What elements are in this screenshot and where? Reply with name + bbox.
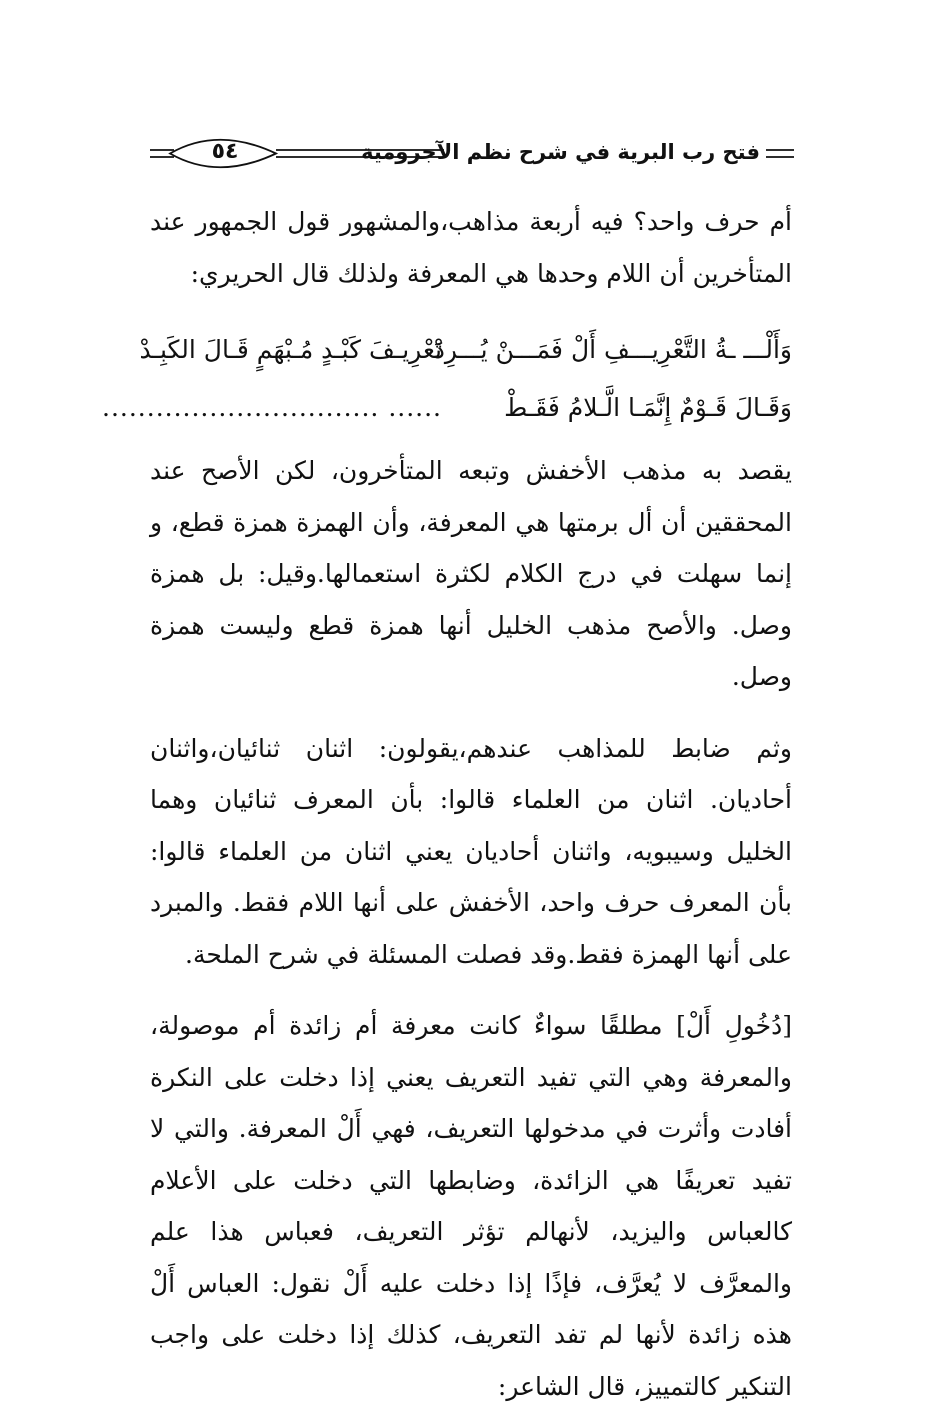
page-body — [102, 196, 792, 1412]
paragraph-4: [دُخُولِ أَلْ] مطلقًا سواءٌ كانت معرفة أم زائدة أم موصولة، والمعرفة وهي التي تفيد التعريف يعني إذا دخلت على النكرة أفادت وأثرت في مدخولها التعريف، فهي أَلْ المعرفة. والتي لا تفيد تعريفًا هي الزائدة، وضابطها التي دخلت على الأعلام كالعباس واليزيد، لأنهالم تؤثر التعريف، فعباس هذا علم والمعرَّف لا يُعرَّف، فإذًا إذا دخلت عليه أَلْ نقول: العباس أَلْ هذه زائدة لأنها لم تفد التعريف، كذلك إذا دخلت على واجب التنكير كالتمييز، قال الشاعر: — [150, 1011, 792, 1401]
verse-line-2-missing-hemistich: ...... ............................... — [102, 393, 442, 422]
verse-line-1 — [139, 321, 792, 379]
paragraph-1: أم حرف واحد؟ فيه أربعة مذاهب،والمشهور قول الجمهور عند المتأخرين أن اللام وحدها هي المعرفة ولذلك قال الحريري: — [150, 207, 792, 288]
verse-line-1-second-hemistich: تَعْرِيـفَ كَبْـدٍ مُـبْهَمٍ قَـالَ الكَبِـدْ — [139, 335, 442, 364]
book-title: فتح رب البرية في شرح نظم الآجرومية — [361, 140, 760, 164]
paragraph-2: يقصد به مذهب الأخفش وتبعه المتأخرون، لكن الأصح عند المحققين أن أل برمتها هي المعرفة، وأن الهمزة همزة قطع، و إنما سهلت في درج الكلام لكثرة استعمالها.وقيل: بل همزة وصل. والأصح مذهب الخليل أنها همزة قطع وليست همزة وصل. — [150, 456, 792, 691]
page-number: ٥٤ — [211, 139, 239, 164]
poem-verse — [102, 321, 792, 437]
verse-line-1-first-hemistich: وَأَلْـــ ـةُ التَّعْرِيـــفِ أَلْ فَمَـــنْ يُـــرِدْ — [433, 335, 792, 364]
running-header — [148, 130, 796, 178]
verse-line-2 — [102, 379, 792, 437]
paragraph-3: وثم ضابط للمذاهب عندهم،يقولون: اثنان ثنائيان،واثنان أحاديان. اثنان من العلماء قالوا: بأن المعرف ثنائيان وهما الخليل وسيبويه، واثنان أحاديان يعني اثنان من العلماء قالوا: بأن المعرف حرف واحد، الأخفش على أنها اللام فقط. والمبرد على أنها الهمزة فقط.وقد فصلت المسئلة في شرح الملحة. — [150, 733, 792, 969]
verse-line-2-first-hemistich: وَقَـالَ قَـوْمٌ إِنَّمَـا الَّـلامُ فَقَـطْ — [504, 393, 792, 422]
